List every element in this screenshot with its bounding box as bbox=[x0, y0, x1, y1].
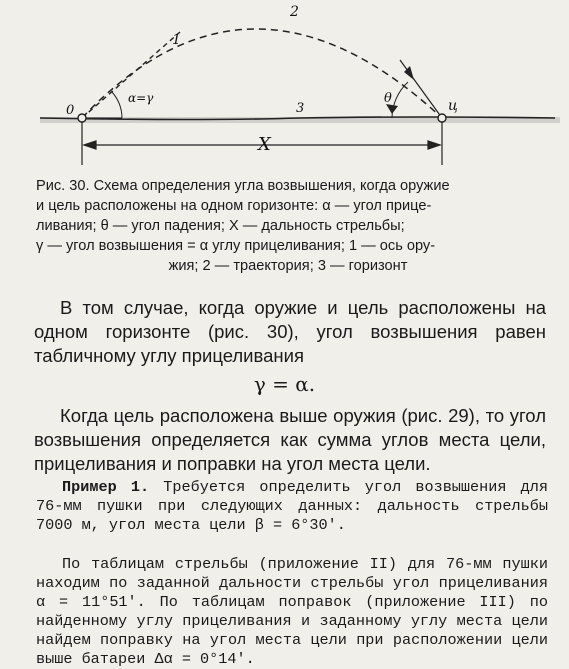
caption-line: Рис. 30. Схема определения угла возвышения, когда оружие bbox=[36, 178, 450, 194]
origin-label: 0 bbox=[66, 103, 75, 118]
example-label: Пример 1. bbox=[62, 478, 150, 496]
paragraph-same-horizon bbox=[34, 296, 546, 368]
caption-line: жия; 2 — траектория; 3 — горизонт bbox=[168, 258, 408, 274]
formula: γ = α. bbox=[253, 372, 316, 396]
paragraph-text: В том случае, когда оружие и цель расположены на одном горизонте (рис. 30), угол возвышения равен табличному углу прицеливания bbox=[34, 297, 546, 366]
fall-tangent-line bbox=[400, 60, 442, 118]
caption-line: γ — угол возвышения = α углу прицеливания; 1 — ось ору- bbox=[36, 238, 436, 254]
caption-line: ливания; θ — угол падения; X — дальность стрельбы; bbox=[36, 218, 405, 234]
paragraph-text: По таблицам стрельбы (приложение II) для 76-мм пушки находим по заданной дальности стрельбы угол прицеливания α = 11°51′. По таблицам поправок (приложение III) по найденному углу прицеливания и заданному углу места цели найдем поправку на угол места цели при расположении цели выше батареи Δα = 0°14′. bbox=[36, 555, 548, 668]
elevation-angle-arc bbox=[112, 92, 122, 118]
trajectory-label: 2 bbox=[290, 4, 299, 20]
figure-caption bbox=[36, 176, 540, 276]
horizon-label: 3 bbox=[296, 101, 305, 116]
origin-point bbox=[78, 114, 86, 122]
paragraph-text: Когда цель расположена выше оружия (рис. 29), то угол возвышения определяется как сумма углов места цели, прицеливания и поправки на угол места цели. bbox=[34, 405, 546, 474]
target-label: ц bbox=[448, 98, 458, 114]
angle-label: α=γ bbox=[128, 91, 154, 105]
range-label: X bbox=[258, 134, 271, 155]
trajectory-figure bbox=[0, 0, 569, 175]
weapon-axis-line bbox=[82, 32, 180, 118]
axis-label: 1 bbox=[172, 32, 181, 48]
caption-line: и цель расположены на одном горизонте: α — угол прице- bbox=[36, 198, 432, 214]
example-text: Требуется определить угол возвышения для 76-мм пушки при следующих данных: дальность стрельбы 7000 м, угол места цели β = 6°30′. bbox=[36, 478, 548, 534]
target-point bbox=[438, 114, 446, 122]
example-paragraph bbox=[36, 478, 548, 535]
paragraph-target-higher bbox=[34, 404, 546, 476]
fall-angle-label: θ bbox=[384, 91, 392, 106]
